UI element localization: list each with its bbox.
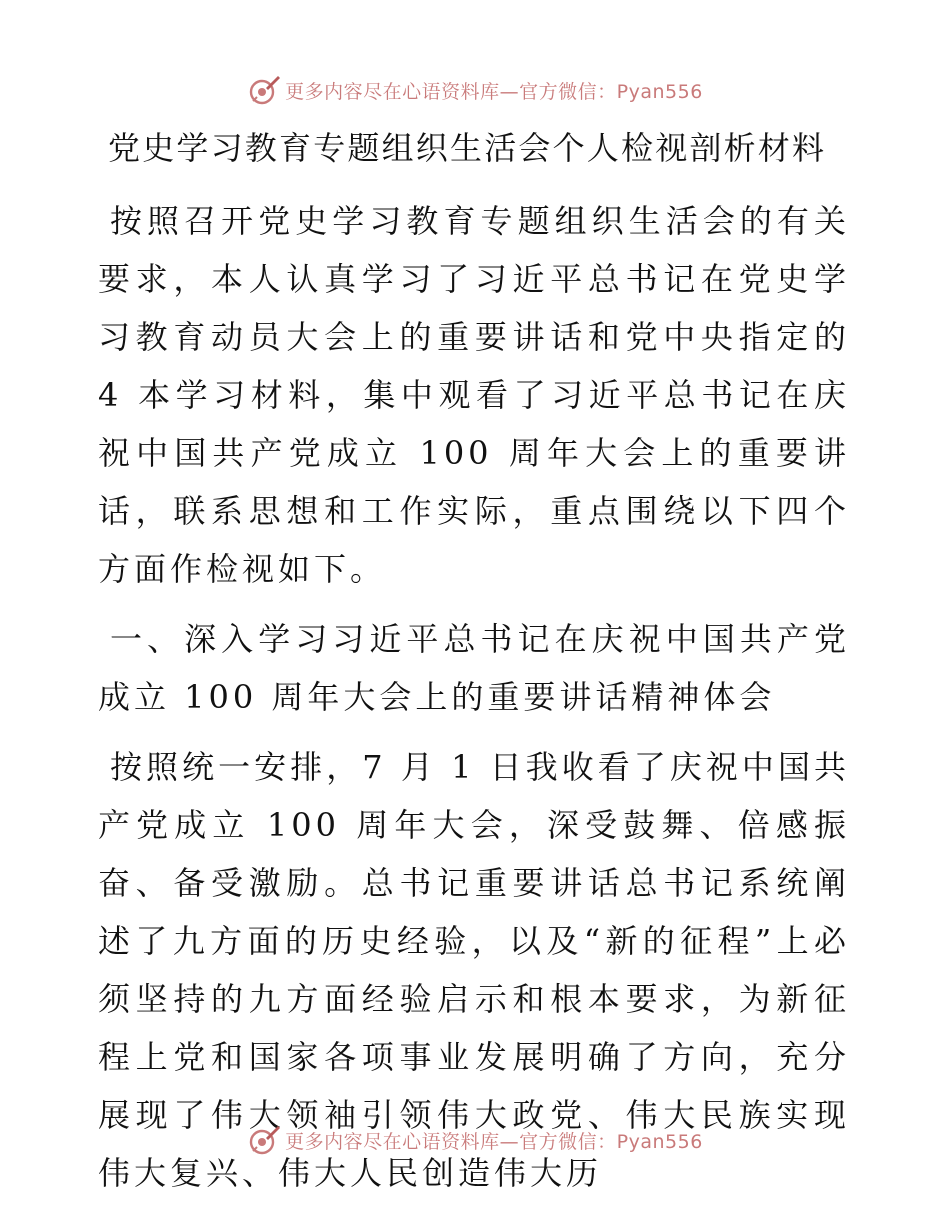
document-body xyxy=(98,120,850,1202)
footer-watermark xyxy=(0,1120,950,1160)
watermark-text: 更多内容尽在心语资料库—官方微信：Pyan556 xyxy=(285,1130,703,1153)
document-title: 党史学习教育专题组织生活会个人检视剖析材料 xyxy=(108,129,827,167)
quill-seal-icon xyxy=(247,1123,281,1157)
watermark-text: 更多内容尽在心语资料库—官方微信：Pyan556 xyxy=(285,80,703,103)
header-watermark xyxy=(0,70,950,110)
paragraph-section-1: 按照统一安排，7 月 1 日我收看了庆祝中国共产党成立 100 周年大会，深受鼓舞、倍感振奋、备受激励。总书记重要讲话总书记系统阐述了九方面的历史经验，以及“新的征程”上必须坚持的九方面经验启示和根本要求，为新征程上党和国家各项事业发展明确了方向，充分展现了伟大领袖引领伟大政党、伟大民族实现伟大复兴、伟大人民创造伟大历 xyxy=(98,748,850,1192)
paragraph-intro: 按照召开党史学习教育专题组织生活会的有关要求，本人认真学习了习近平总书记在党史学习教育动员大会上的重要讲话和党中央指定的 4 本学习材料，集中观看了习近平总书记在庆祝中国共产党成立 100 周年大会上的重要讲话，联系思想和工作实际，重点围绕以下四个方面作检视如下。 xyxy=(98,202,850,588)
quill-seal-icon xyxy=(247,73,281,107)
section-heading-1: 一、深入学习习近平总书记在庆祝中国共产党成立 100 周年大会上的重要讲话精神体会 xyxy=(98,620,850,716)
